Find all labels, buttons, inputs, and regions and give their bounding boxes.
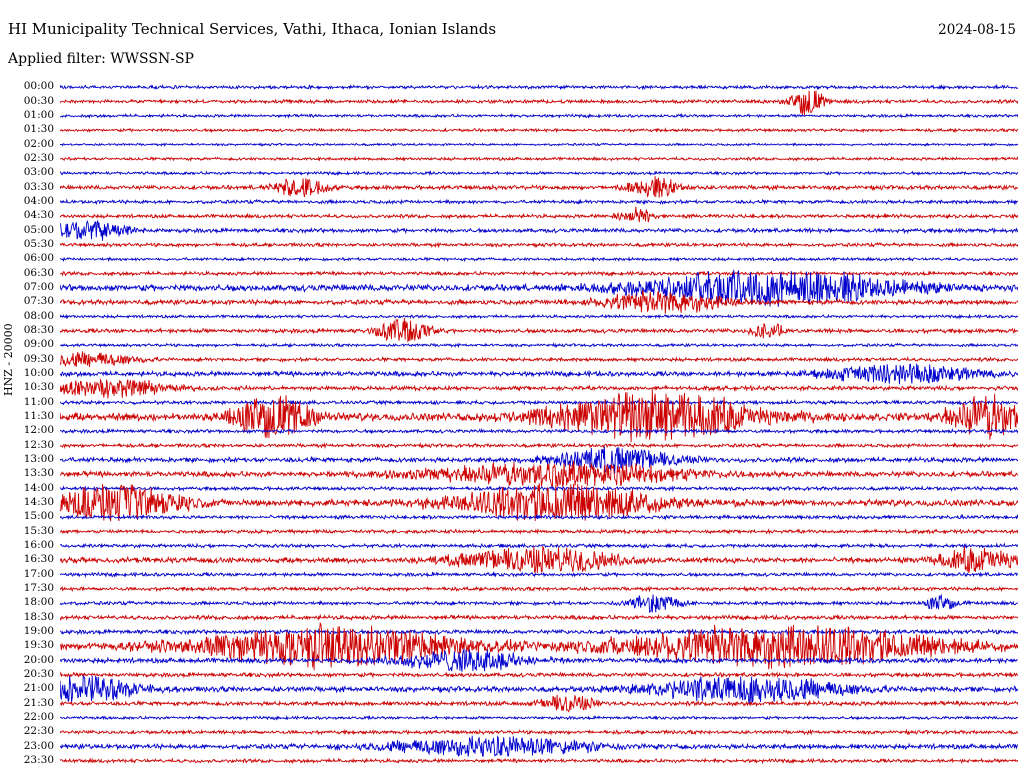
time-tick-label: 04:30 [23,209,54,222]
seismogram-trace [60,318,1018,341]
seismogram-trace [60,695,1018,712]
time-tick-label: 02:00 [23,137,54,150]
time-tick-label: 10:30 [23,381,54,394]
time-tick-label: 15:30 [23,524,54,537]
time-tick-label: 13:30 [23,467,54,480]
seismogram-trace [60,515,1018,519]
time-tick-label: 04:00 [23,194,54,207]
time-tick-label: 18:00 [23,596,54,609]
time-tick-label: 08:30 [23,323,54,336]
seismogram-trace [60,389,1018,442]
time-tick-label: 06:00 [23,252,54,265]
seismogram-trace [60,91,1018,116]
seismogram-trace [60,272,1018,276]
time-tick-label: 19:30 [23,639,54,652]
time-tick-label: 12:00 [23,424,54,437]
seismogram-trace [60,129,1018,132]
seismogram-trace [60,649,1018,671]
time-tick-label: 01:00 [23,108,54,121]
time-tick-label: 17:30 [23,581,54,594]
seismogram-trace [60,615,1018,620]
time-tick-label: 09:00 [23,338,54,351]
seismogram-trace [60,243,1018,247]
time-tick-label: 16:00 [23,538,54,551]
seismogram-trace [60,344,1018,347]
seismogram-trace [60,114,1018,117]
seismogram-trace [60,290,1018,314]
time-tick-label: 06:30 [23,266,54,279]
time-tick-label: 13:00 [23,452,54,465]
time-tick-label: 20:30 [23,667,54,680]
seismogram-trace [60,675,1018,703]
seismogram-trace [60,630,1018,634]
seismogram-trace [60,447,1018,474]
time-tick-label: 09:30 [23,352,54,365]
seismogram-trace [60,730,1018,734]
seismogram-trace [60,736,1018,757]
seismogram-trace [60,573,1018,577]
y-axis-label: HNZ - 20000 [2,323,15,396]
time-tick-label: 21:00 [23,682,54,695]
record-date: 2024-08-15 [938,22,1016,38]
time-tick-label: 14:00 [23,481,54,494]
time-tick-label: 20:00 [23,653,54,666]
seismogram-trace [60,673,1018,677]
seismogram-trace [60,380,1018,399]
time-tick-label: 11:30 [23,409,54,422]
time-axis-ticks [0,80,58,768]
seismogram-trace [60,401,1018,405]
time-tick-label: 00:30 [23,94,54,107]
seismogram-trace [60,258,1018,261]
seismogram-trace [60,759,1018,763]
seismogram-trace [60,221,1018,241]
time-tick-label: 00:00 [23,80,54,93]
time-tick-label: 03:30 [23,180,54,193]
seismogram-trace [60,315,1018,318]
time-tick-label: 17:00 [23,567,54,580]
time-tick-label: 22:00 [23,710,54,723]
seismogram-trace [60,200,1018,204]
seismogram-traces [60,80,1018,768]
time-tick-label: 15:00 [23,510,54,523]
time-tick-label: 14:30 [23,495,54,508]
seismogram-trace [60,157,1018,160]
seismogram-trace [60,587,1018,591]
time-tick-label: 22:30 [23,725,54,738]
seismogram-trace [60,444,1018,448]
page-title: HI Municipality Technical Services, Vathi, Ithaca, Ionian Islands [8,20,497,38]
time-tick-label: 23:00 [23,739,54,752]
time-tick-label: 08:00 [23,309,54,322]
time-tick-label: 03:00 [23,166,54,179]
seismogram-plot [60,80,1018,768]
time-tick-label: 23:30 [23,753,54,766]
applied-filter-label: Applied filter: WWSSN-SP [8,51,194,67]
time-tick-label: 07:00 [23,280,54,293]
time-tick-label: 01:30 [23,123,54,136]
seismogram-trace [60,530,1018,534]
seismogram-trace [60,716,1018,719]
time-tick-label: 18:30 [23,610,54,623]
time-tick-label: 05:00 [23,223,54,236]
seismogram-trace [60,85,1018,89]
time-tick-label: 12:30 [23,438,54,451]
time-tick-label: 10:00 [23,366,54,379]
time-tick-label: 05:30 [23,237,54,250]
time-tick-label: 11:00 [23,395,54,408]
time-tick-label: 21:30 [23,696,54,709]
seismogram-trace [60,429,1018,433]
seismogram-trace [60,207,1018,222]
seismogram-trace [60,172,1018,175]
time-tick-label: 19:00 [23,624,54,637]
seismogram-trace [60,544,1018,548]
seismogram-trace [60,351,1018,367]
seismogram-trace [60,364,1018,385]
time-tick-label: 02:30 [23,151,54,164]
time-tick-label: 16:30 [23,553,54,566]
seismogram-trace [60,595,1018,613]
seismogram-trace [60,176,1018,198]
seismogram-trace [60,546,1018,572]
time-tick-label: 07:30 [23,295,54,308]
seismogram-trace [60,143,1018,145]
